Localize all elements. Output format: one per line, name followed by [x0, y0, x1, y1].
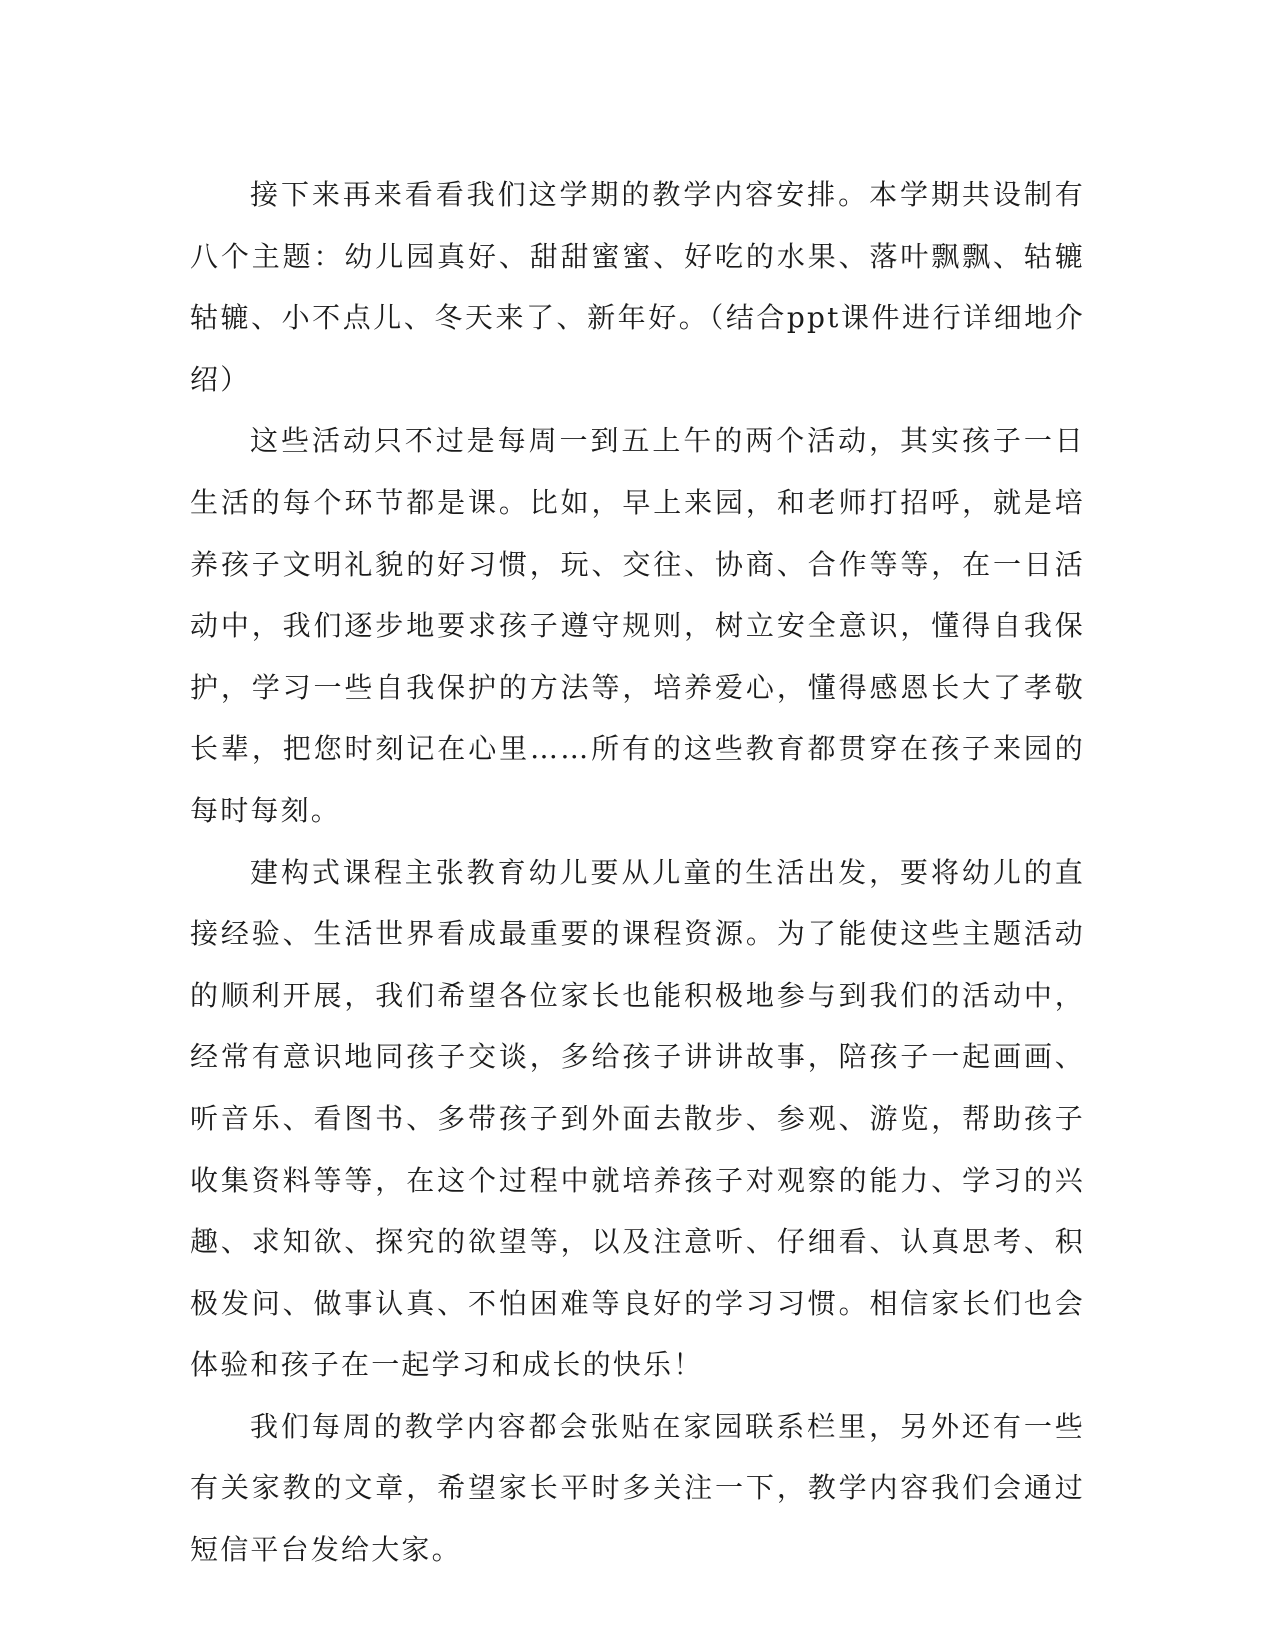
paragraph-weekly-content-notice: 我们每周的教学内容都会张贴在家园联系栏里，另外还有一些有关家教的文章，希望家长平时多关注一下，教学内容我们会通过短信平台发给大家。 [190, 1409, 1085, 1567]
paragraph-daily-activities: 这些活动只不过是每周一到五上午的两个活动，其实孩子一日生活的每个环节都是课。比如，早上来园，和老师打招呼，就是培养孩子文明礼貌的好习惯，玩、交往、协商、合作等等，在一日活动中，我们逐步地要求孩子遵守规则，树立安全意识，懂得自我保护，学习一些自我保护的方法等，培养爱心，懂得感恩长大了孝敬长辈，把您时刻记在心里……所有的这些教育都贯穿在孩子来园的每时每刻。 [190, 424, 1085, 827]
document-body [190, 164, 1085, 1581]
paragraph-teaching-themes: 接下来再来看看我们这学期的教学内容安排。本学期共设制有八个主题：幼儿园真好、甜甜蜜蜜、好吃的水果、落叶飘飘、轱辘轱辘、小不点儿、冬天来了、新年好。（结合ppt课件进行详细地介绍） [190, 178, 1085, 396]
paragraph-parent-participation: 建构式课程主张教育幼儿要从儿童的生活出发，要将幼儿的直接经验、生活世界看成最重要的课程资源。为了能使这些主题活动的顺利开展，我们希望各位家长也能积极地参与到我们的活动中，经常有意识地同孩子交谈，多给孩子讲讲故事，陪孩子一起画画、听音乐、看图书、多带孩子到外面去散步、参观、游览，帮助孩子收集资料等等，在这个过程中就培养孩子对观察的能力、学习的兴趣、求知欲、探究的欲望等，以及注意听、仔细看、认真思考、积极发问、做事认真、不怕困难等良好的学习习惯。相信家长们也会体验和孩子在一起学习和成长的快乐！ [190, 855, 1085, 1382]
